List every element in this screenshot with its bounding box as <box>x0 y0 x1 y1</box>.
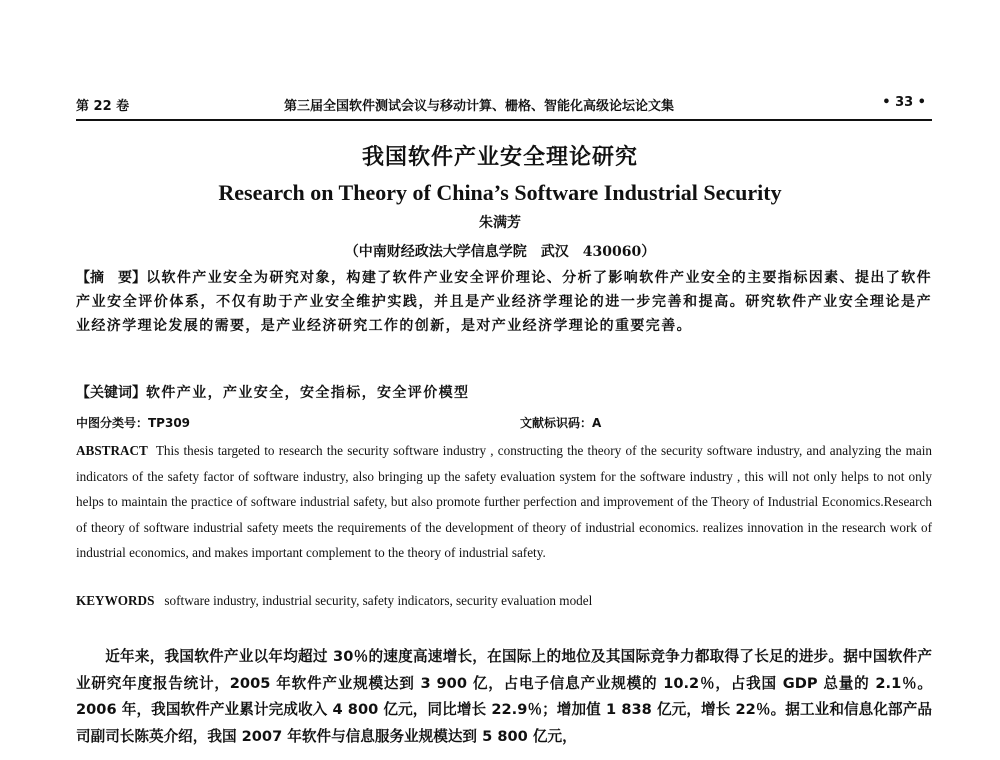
keywords-en <box>76 590 932 612</box>
abstract-cn <box>76 266 932 338</box>
header-rule <box>76 119 932 121</box>
conference-title: 第三届全国软件测试会议与移动计算、栅格、智能化高级论坛论文集 <box>284 99 675 114</box>
abstract-en <box>76 438 932 566</box>
abstract-cn-label: 【摘 要】 <box>76 270 147 286</box>
keywords-cn-text: 软件产业，产业安全，安全指标，安全评价模型 <box>146 385 470 401</box>
classification-line <box>76 412 932 432</box>
paper-title-en: Research on Theory of China’s Software Industrial Security <box>218 180 782 205</box>
keywords-en-text: software industry, industrial security, safety indicators, security evaluation model <box>164 593 593 608</box>
abstract-en-label: ABSTRACT <box>76 443 148 458</box>
abstract-en-text: This thesis targeted to research the security software industry , constructing the theory of the security software industry, and analyzing the main indicators of the safety factor of software industry, also bringing up the safety evaluation system for the software industry , this will not only helps to not only helps to maintain the practice of software industrial safety, but also promote further perfection and improvement of the Theory of Industrial Economics.Research of theory of software industrial safety meets the requirements of the development of theory of industrial economics. realizes innovation in the research work of industrial economics, and makes important complement to the theory of industrial safety. <box>76 443 932 561</box>
clc-number: 中图分类号：TP309 <box>76 416 191 430</box>
page-number: • 33 • <box>882 95 926 110</box>
paper-title-cn: 我国软件产业安全理论研究 <box>361 145 638 170</box>
volume-label: 第 22 卷 <box>76 99 130 114</box>
running-header <box>76 93 932 115</box>
author-name: 朱满芳 <box>479 215 521 231</box>
author-affiliation: （中南财经政法大学信息学院 武汉 430060） <box>344 244 656 260</box>
document-code: 文献标识码：A <box>520 416 602 430</box>
keywords-cn-label: 【关键词】 <box>76 385 146 401</box>
body-paragraph: 近年来，我国软件产业以年均超过 30％的速度高速增长，在国际上的地位及其国际竞争力都取得了长足的进步。据中国软件产业研究年度报告统计，2005 年软件产业规模达到 3 900 亿，占电子信息产业规模的 10.2％，占我国 GDP 总量的 2.1％。2006 年，我国软件产业累计完成收入 4 800 亿元，同比增长 22.9％；增加值 1 838 亿元，增长 22％。据工业和信息化部产品司副司长陈英介绍，我国 2007 年软件与信息服务业规模达到 5 800 亿元， <box>76 648 932 745</box>
keywords-en-label: KEYWORDS <box>76 593 155 608</box>
keywords-cn <box>76 382 932 404</box>
abstract-cn-text: 以软件产业安全为研究对象，构建了软件产业安全评价理论、分析了影响软件产业安全的主要指标因素、提出了软件产业安全评价体系，不仅有助于产业安全维护实践，并且是产业经济学理论的进一步完善和提高。研究软件产业安全理论是产业经济学理论发展的需要，是产业经济研究工作的创新，是对产业经济学理论的重要完善。 <box>76 270 932 334</box>
